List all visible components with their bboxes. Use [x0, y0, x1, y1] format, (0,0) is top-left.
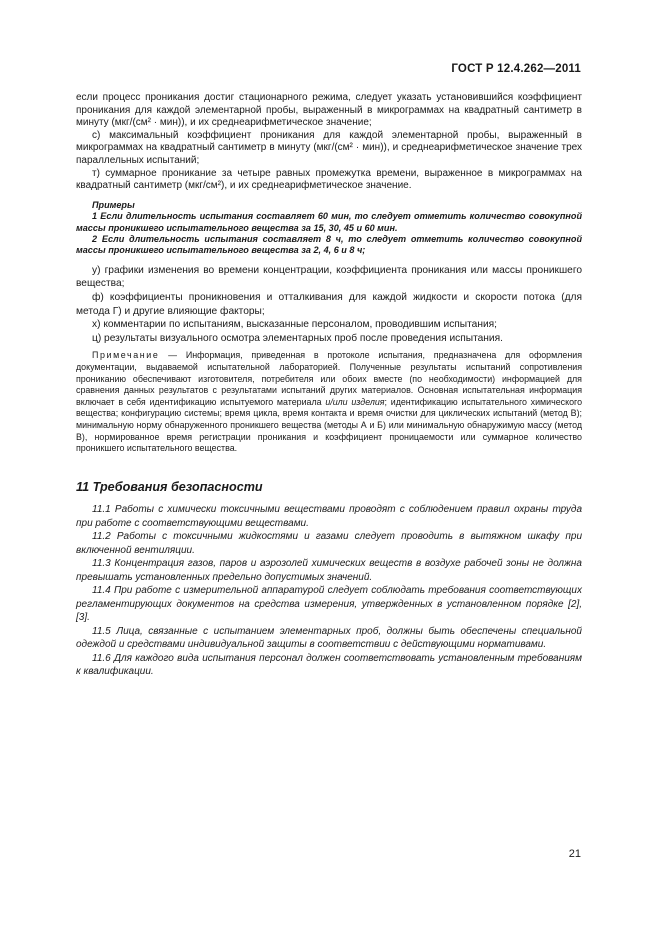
note-label: Примечание	[92, 350, 160, 361]
list-item: у) графики изменения во времени концентрации, коэффициента проникания или массы проникшего вещества;	[76, 264, 582, 290]
requirement-item: 11.6 Для каждого вида испытания персонал должен соответствовать установленным требованиям к квалификации.	[76, 652, 582, 678]
list-item: ц) результаты визуального осмотра элементарных проб после проведения испытания.	[92, 332, 503, 344]
list-item: х) комментарии по испытаниям, высказанные персоналом, проводившим испытания;	[92, 319, 498, 331]
document-header: ГОСТ Р 12.4.262—2011	[451, 63, 581, 75]
paragraph-item-t: т) суммарное проникание за четыре равных промежутка времени, выраженное в микрограммах на квадратный сантиметр (мкг/см²), и их среднеарифметическое значение.	[76, 167, 582, 192]
note-dash: —	[159, 350, 186, 361]
paragraph-continuation: если процесс проникания достиг стационарного режима, следует указать установившийся коэффициент проникания для каждой элементарной пробы, выраженный в микрограммах на квадратный сантиметр в минуту (мкг/(см² · мин)), и их среднеарифметическое значение;	[76, 92, 582, 129]
list-item: ф) коэффициенты проникновения и отталкивания для каждой жидкости и скорости потока (для метода Г) и другие влияющие факторы;	[76, 291, 582, 317]
requirement-item: 11.1 Работы с химически токсичными веществами проводят с соблюдением правил охраны труда при работе с соответствующими веществами.	[76, 504, 582, 529]
requirement-item: 11.3 Концентрация газов, паров и аэрозолей химических веществ в воздухе рабочей зоны не должна превышать установленных предельно допустимых значений.	[76, 558, 582, 583]
document-body	[76, 92, 582, 679]
example-item: 2 Если длительность испытания составляет 8 ч, то следует отметить количество совокупной массы проникшего испытательного вещества за 2, 4, 6 и 8 ч;	[76, 233, 582, 256]
requirement-item: 11.4 При работе с измерительной аппаратурой следует соблюдать требования соответствующих регламентирующих документов на средства измерения, утвержденных в установленном порядке [2], [3].	[76, 585, 582, 624]
examples-block	[76, 200, 582, 257]
examples-heading: Примеры	[92, 199, 135, 210]
safety-requirements	[76, 503, 582, 679]
requirement-item: 11.5 Лица, связанные с испытанием элементарных проб, должны быть обеспечены специальной одеждой и средствами индивидуальной защиты в соответствии с действующими нормативами.	[76, 625, 582, 651]
section-title: 11 Требования безопасности	[76, 479, 263, 494]
paragraph-item-s: с) максимальный коэффициент проникания для каждой элементарной пробы, выраженный в микрограммах на квадратный сантиметр в минуту (мкг/(см² · мин)), и среднеарифметическое значение трех параллельных испытаний;	[76, 129, 582, 166]
requirement-item: 11.2 Работы с токсичными жидкостями и газами следует проводить в вытяжном шкафу при включенной вентиляции.	[76, 531, 582, 556]
note-block	[76, 350, 582, 454]
example-item: 1 Если длительность испытания составляет 60 мин, то следует отметить количество совокупной массы проникшего испытательного вещества за 15, 30, 45 и 60 мин.	[76, 211, 582, 233]
note-text: ; идентификацию испытательного химического вещества; конфигурацию системы; время цикла, время контакта и время очистки для циклических испытаний (метод В); минимальную норму обнаруженного проникшего вещества (методы А и Б) или минимальную обнаружимую массу (метод В), нормированное время регистрации проникания и коэффициент проницаемости или суммарное количество проникшего испытательного вещества.	[76, 396, 583, 454]
page-number: 21	[568, 848, 581, 860]
note-text: Информация, приведенная в протоколе испытания, предназначена для оформления документации, выдаваемой испытательной лабораторией. Полученные результаты испытаний сопротивления прониканию обеспечивают изготовителя, потребителя или обоих вместе (по необходимости) информацией для сравнения данных результатов с результатами испытаний других материалов. Основная испытательная информация включает в себя идентификацию испытуемого материала	[76, 350, 582, 407]
note-text-italic: и/или изделия	[325, 396, 385, 407]
result-list	[76, 264, 582, 346]
